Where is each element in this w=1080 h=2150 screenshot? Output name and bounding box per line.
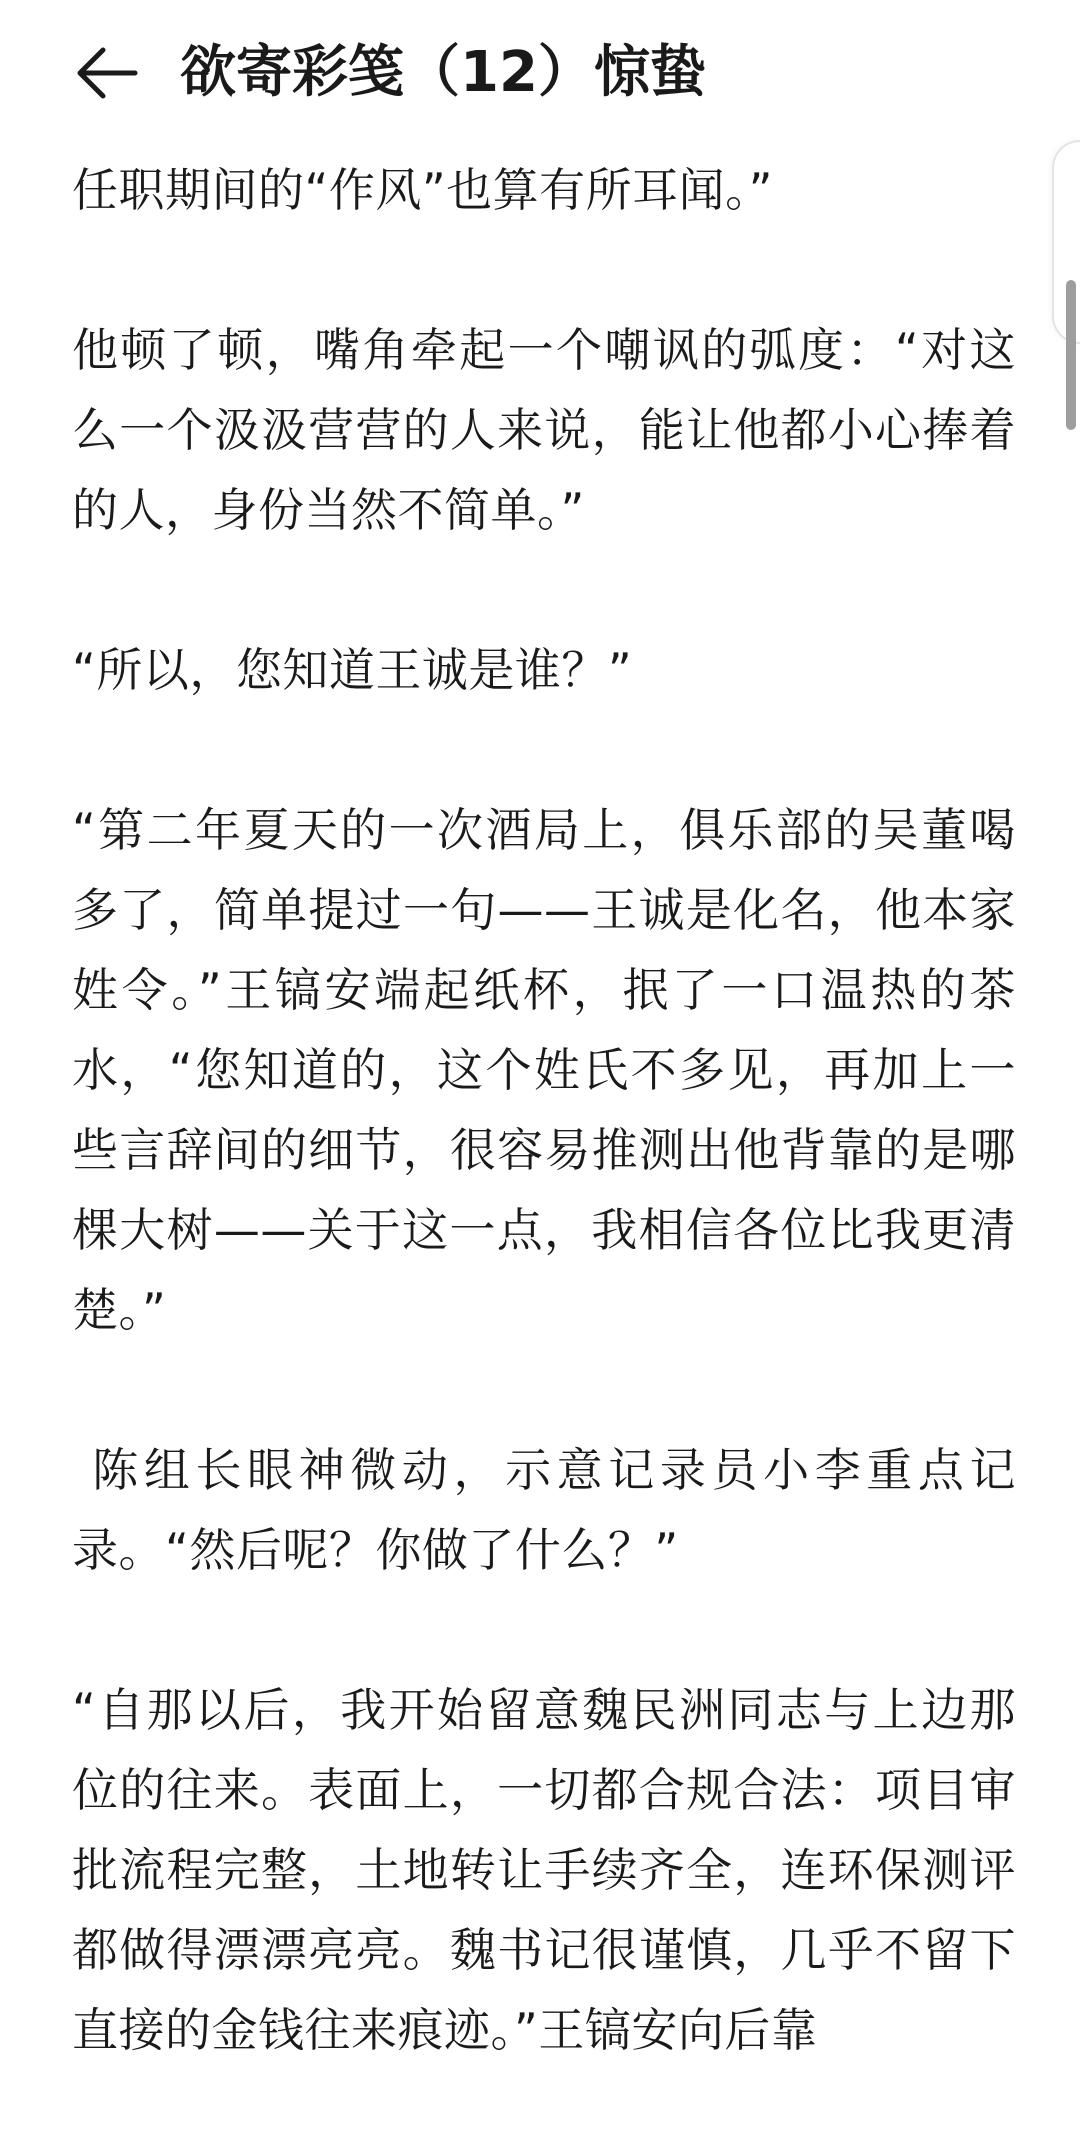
paragraph: “第二年夏天的一次酒局上，俱乐部的吴董喝多了，简单提过一句——王诚是化名，他本家姓令。”王镐安端起纸杯，抿了一口温热的茶水，“您知道的，这个姓氏不多见，再加上一些言辞间的细节，很容易推测出他背靠的是哪棵大树——关于这一点，我相信各位比我更清楚。” (72, 803, 1016, 1337)
arrow-left-icon (75, 45, 139, 101)
paragraph: 陈组长眼神微动，示意记录员小李重点记录。“然后呢？你做了什么？” (72, 1443, 1017, 1577)
article-body (72, 150, 1016, 2150)
page-title: 欲寄彩笺（12）惊蛰 (180, 40, 706, 105)
paragraph: “所以，您知道王诚是谁？” (72, 643, 633, 697)
scrollbar-thumb[interactable] (1066, 280, 1076, 430)
paragraph: 他顿了顿，嘴角牵起一个嘲讽的弧度：“对这么一个汲汲营营的人来说，能让他都小心捧着的人，身份当然不简单。” (72, 323, 1016, 537)
paragraph: “自那以后，我开始留意魏民洲同志与上边那位的往来。表面上，一切都合规合法：项目审批流程完整，土地转让手续齐全，连环保测评都做得漂漂亮亮。魏书记很谨慎，几乎不留下直接的金钱往来痕迹。”王镐安向后靠 (72, 1683, 1016, 2057)
back-button[interactable] (62, 28, 152, 118)
top-app-bar (0, 0, 1080, 150)
paragraph: 任职期间的“作风”也算有所耳闻。” (72, 163, 773, 217)
